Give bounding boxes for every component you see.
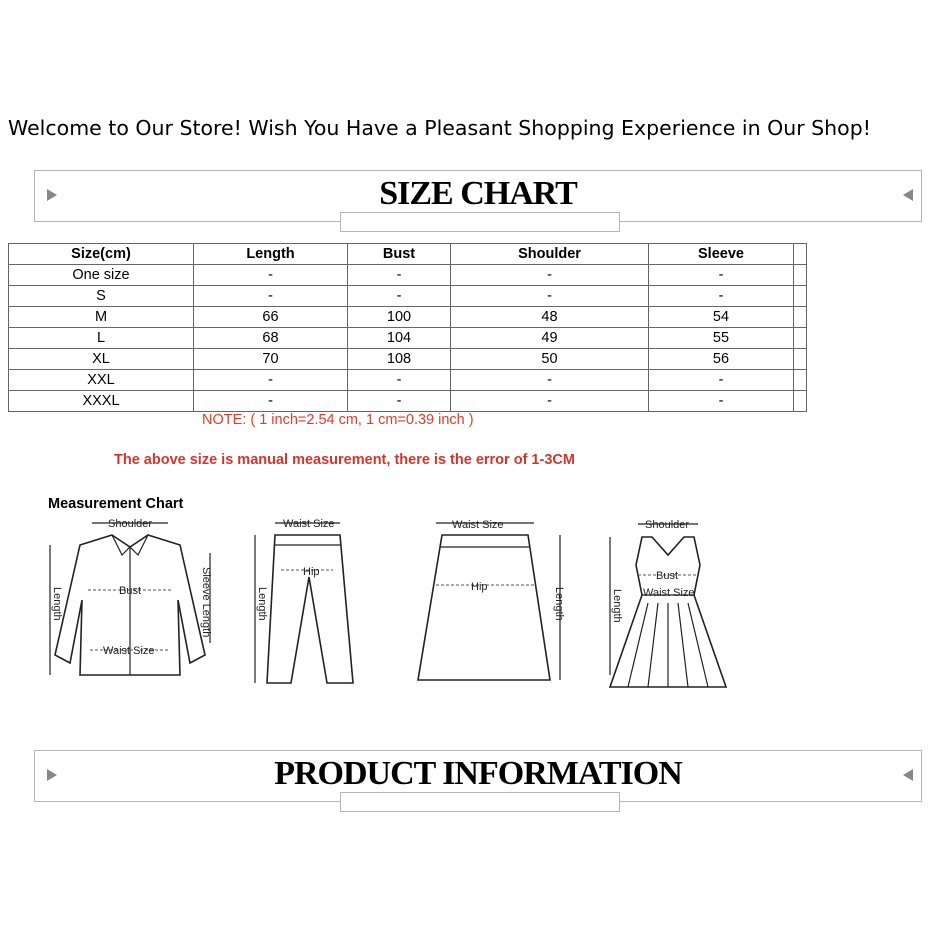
pants-hip-label: Hip [303,566,320,578]
table-cell: - [451,286,649,307]
table-cell: 108 [348,349,451,370]
table-cell: 55 [649,328,794,349]
table-header-row [9,244,807,265]
table-cell [794,328,807,349]
pants-diagram [245,515,365,693]
header-length: Length [194,244,348,265]
pants-length-label: Length [256,587,268,621]
table-cell: 104 [348,328,451,349]
size-chart-title: SIZE CHART [379,175,577,212]
table-cell: XL [9,349,194,370]
header-shoulder: Shoulder [451,244,649,265]
table-cell [794,286,807,307]
conversion-note: NOTE: ( 1 inch=2.54 cm, 1 cm=0.39 inch ) [202,412,474,428]
shirt-length-label: Length [51,587,63,621]
table-cell: 50 [451,349,649,370]
shirt-bust-label: Bust [119,585,142,597]
dress-shoulder-label: Shoulder [645,519,690,531]
measurement-error-note: The above size is manual measurement, there is the error of 1-3CM [114,452,575,468]
size-chart-banner [34,170,922,222]
table-cell: S [9,286,194,307]
table-cell: - [348,391,451,412]
table-cell: - [348,286,451,307]
table-row [9,370,807,391]
header-size: Size(cm) [9,244,194,265]
table-row [9,328,807,349]
table-cell: XXL [9,370,194,391]
skirt-waist-label: Waist Size [452,519,504,531]
product-info-title: PRODUCT INFORMATION [274,755,682,792]
skirt-length-label: Length [553,587,565,621]
dress-diagram [598,515,748,695]
table-cell: M [9,307,194,328]
table-row [9,349,807,370]
table-cell: - [451,391,649,412]
dress-waist-label: Waist Size [643,587,695,599]
shirt-waist-label: Waist Size [103,645,155,657]
table-cell: 56 [649,349,794,370]
pants-waist-label: Waist Size [283,518,335,530]
header-blank [794,244,807,265]
table-cell: - [649,265,794,286]
shirt-shoulder-label: Shoulder [108,518,153,530]
table-cell: - [194,286,348,307]
table-row [9,391,807,412]
header-sleeve: Sleeve [649,244,794,265]
table-cell [794,391,807,412]
table-cell: 68 [194,328,348,349]
table-row [9,265,807,286]
banner-tab [340,792,620,812]
table-cell [794,307,807,328]
skirt-hip-label: Hip [471,581,488,593]
table-cell: - [649,286,794,307]
table-row [9,286,807,307]
measurement-chart-title: Measurement Chart [48,496,184,512]
table-cell: - [451,370,649,391]
arrow-left-icon [903,769,913,781]
banner-tab [340,212,620,232]
table-cell: 66 [194,307,348,328]
table-cell: XXXL [9,391,194,412]
table-cell: L [9,328,194,349]
table-cell: 49 [451,328,649,349]
shirt-diagram [40,515,220,690]
table-cell: - [194,391,348,412]
skirt-diagram [410,515,570,690]
welcome-message: Welcome to Our Store! Wish You Have a Pleasant Shopping Experience in Our Shop! [8,116,871,140]
table-cell: 48 [451,307,649,328]
table-cell: 100 [348,307,451,328]
arrow-left-icon [903,189,913,201]
table-cell: One size [9,265,194,286]
table-cell: - [348,370,451,391]
table-cell [794,349,807,370]
table-cell [794,370,807,391]
dress-length-label: Length [611,589,623,623]
size-table [8,243,807,412]
table-cell: - [649,370,794,391]
table-cell: - [649,391,794,412]
table-cell: - [194,265,348,286]
table-cell [794,265,807,286]
table-cell: - [348,265,451,286]
table-row [9,307,807,328]
dress-bust-label: Bust [656,570,679,582]
table-cell: - [194,370,348,391]
table-cell: 54 [649,307,794,328]
table-cell: - [451,265,649,286]
table-cell: 70 [194,349,348,370]
shirt-sleeve-label: Sleeve Length [200,567,212,638]
header-bust: Bust [348,244,451,265]
product-info-banner [34,750,922,802]
